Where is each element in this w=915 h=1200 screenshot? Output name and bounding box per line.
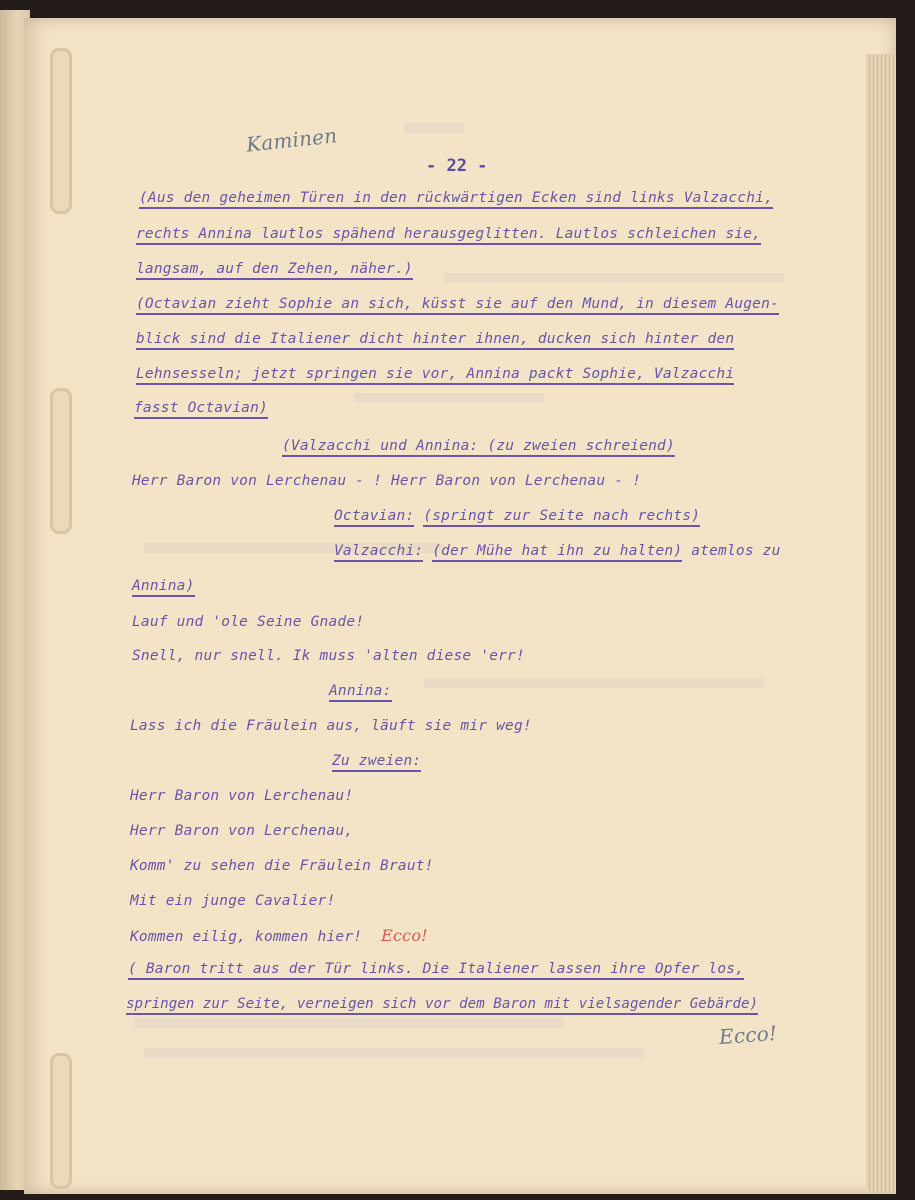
bleed-through-mark <box>404 123 464 133</box>
text-line: Mit ein junge Cavalier! <box>130 893 336 909</box>
speaker-heading: (Valzacchi und Annina: (zu zweien schreiend) <box>282 438 675 457</box>
handwritten-annotation-ecco-grey: Ecco! <box>718 1021 778 1049</box>
text-line <box>126 996 758 1012</box>
text-line <box>136 261 413 277</box>
text-line: Komm' zu sehen die Fräulein Braut! <box>130 858 434 874</box>
text-line <box>136 226 761 242</box>
text-line: Snell, nur snell. Ik muss 'alten diese 'err! <box>132 648 525 664</box>
stacked-sheet-edges <box>866 54 896 1194</box>
stage-direction-continued: atemlos zu <box>691 543 781 559</box>
text-line <box>132 578 195 594</box>
text-line <box>329 683 392 699</box>
bleed-through-mark <box>354 393 544 403</box>
bleed-through-mark <box>424 678 764 688</box>
text-line <box>334 508 700 524</box>
text-line <box>282 438 675 454</box>
text-line-content: Kommen eilig, kommen hier! <box>130 929 363 945</box>
bleed-through-mark <box>134 1018 564 1028</box>
stage-direction: (der Mühe hat ihn zu halten) <box>432 543 682 562</box>
speaker-name: Valzacchi: <box>334 543 423 562</box>
handwritten-annotation-kaminen: Kaminen <box>244 123 339 157</box>
underlined-stage-direction: blick sind die Italiener dicht hinter ihnen, ducken sich hinter den <box>136 331 734 350</box>
handwritten-annotation-ecco-red: Ecco! <box>381 926 428 945</box>
text-line <box>136 366 734 382</box>
speaker-name: Annina: <box>329 683 392 702</box>
bleed-through-mark <box>444 273 784 283</box>
typescript-page <box>24 18 896 1194</box>
underlined-stage-direction: (Aus den geheimen Türen in den rückwärtigen Ecken sind links Valzacchi, <box>139 190 773 209</box>
underlined-stage-direction: fasst Octavian) <box>134 400 268 419</box>
text-line <box>139 190 773 206</box>
text-line <box>134 400 268 416</box>
binding-hole-top <box>50 48 72 214</box>
text-line: Herr Baron von Lerchenau, <box>130 823 354 839</box>
text-line: Lauf und 'ole Seine Gnade! <box>132 614 365 630</box>
text-line <box>334 543 781 559</box>
underlined-stage-direction: springen zur Seite, verneigen sich vor dem Baron mit vielsagender Gebärde) <box>126 996 758 1015</box>
underlined-stage-direction: ( Baron tritt aus der Tür links. Die Italiener lassen ihre Opfer los, <box>128 961 744 980</box>
binding-hole-bottom <box>50 1053 72 1189</box>
speaker-name: Octavian: <box>334 508 414 527</box>
text-line <box>130 926 428 945</box>
text-line: Herr Baron von Lerchenau - ! Herr Baron von Lerchenau - ! <box>132 473 641 489</box>
stage-direction: (springt zur Seite nach rechts) <box>423 508 700 527</box>
text-line <box>136 331 734 347</box>
stage-direction: Annina) <box>132 578 195 597</box>
underlined-stage-direction: (Octavian zieht Sophie an sich, küsst sie auf den Mund, in diesem Augen- <box>136 296 779 315</box>
speaker-name: Zu zweien: <box>332 753 421 772</box>
text-line: Lass ich die Fräulein aus, läuft sie mir weg! <box>130 718 532 734</box>
underlined-stage-direction: langsam, auf den Zehen, näher.) <box>136 261 413 280</box>
bleed-through-mark <box>144 1048 644 1058</box>
text-line <box>128 961 744 977</box>
text-line <box>332 753 421 769</box>
binding-hole-middle <box>50 388 72 534</box>
underlined-stage-direction: rechts Annina lautlos spähend herausgeglitten. Lautlos schleichen sie, <box>136 226 761 245</box>
underlined-stage-direction: Lehnsesseln; jetzt springen sie vor, Annina packt Sophie, Valzacchi <box>136 366 734 385</box>
text-line: Herr Baron von Lerchenau! <box>130 788 354 804</box>
text-line <box>136 296 779 312</box>
page-number: - 22 - <box>426 156 488 176</box>
